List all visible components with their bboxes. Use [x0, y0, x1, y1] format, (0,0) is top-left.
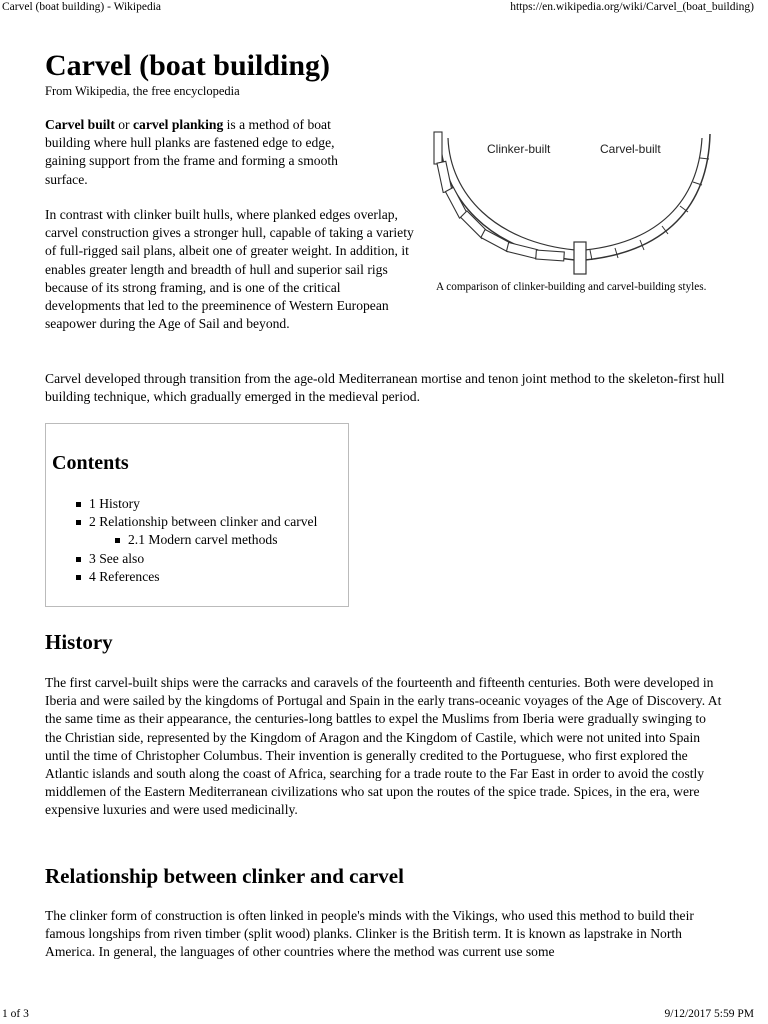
carvel-label: Carvel-built	[600, 142, 661, 156]
relationship-heading: Relationship between clinker and carvel	[45, 864, 404, 888]
page-title-header: Carvel (boat building) - Wikipedia	[2, 1, 162, 13]
print-footer	[0, 1006, 768, 1024]
toc-item-references[interactable]: 4 References	[76, 568, 317, 586]
relationship-paragraph: The clinker form of construction is often linked in people's minds with the Vikings, who used this method to build their famous longships from riven timber (split wood) planks. Clinker is the British term. It is known as lapstrake in North America. In general, the languages of other countries where the method was current use some	[45, 908, 694, 960]
page-url[interactable]: https://en.wikipedia.org/wiki/Carvel_(boat_building)	[510, 1, 754, 13]
toc-item-modern-methods[interactable]: 2.1 Modern carvel methods	[76, 531, 317, 549]
toc-list	[76, 495, 317, 586]
hull-comparison-figure[interactable]	[430, 122, 730, 282]
article-title: Carvel (boat building)	[45, 49, 331, 82]
hull-diagram	[430, 122, 730, 277]
carvel-planks	[590, 158, 709, 260]
term-carvel-planking: carvel planking	[132, 117, 224, 132]
print-header	[0, 0, 768, 16]
toc-item-see-also[interactable]: 3 See also	[76, 550, 317, 568]
print-timestamp: 9/12/2017 5:59 PM	[664, 1008, 754, 1020]
term-carvel-built: Carvel built	[45, 117, 115, 132]
intro-paragraph-1: Carvel built or carvel planking is a method of boat building where hull planks are fastened edge to edge, gaining support from the frame and forming a smooth surface.	[45, 117, 338, 187]
intro-paragraph-3: Carvel developed through transition from the age-old Mediterranean mortise and tenon joint method to the skeleton-first hull building technique, which gradually emerged in the medieval period.	[45, 371, 725, 405]
intro-paragraph-2: In contrast with clinker built hulls, where planked edges overlap, carvel construction gives a stronger hull, capable of taking a variety of full-rigged sail plans, albeit one of greater weight. In addition, it enables greater length and breadth of hull and superior sail rigs because of its strong framing, and is one of the critical developments that led to the preeminence of Western European seapower during the Age of Sail and beyond.	[45, 207, 414, 332]
history-paragraph: The first carvel-built ships were the carracks and caravels of the fourteenth and fifteenth centuries. Both were developed in Iberia and were sailed by the kingdoms of Portugal and Spain in the early trans-oceanic voyages of the Age of Discovery. At the same time as their appearance, the centuries-long battles to expel the Muslims from Iberia were gradually swinging to the Christian side, represented by the Kingdom of Aragon and the Kingdom of Castile, which were not united into Spain until the time of Christopher Columbus. Their invention is generally credited to the Portuguese, who first explored the Atlantic islands and south along the coast of Africa, searching for a trade route to the Far East in order to avoid the costly middlemen of the Eastern Mediterranean civilizations who sat upon the routes of the spice trade. Spices, in the era, were expensive luxuries and were used medicinally.	[45, 675, 722, 818]
page-number: 1 of 3	[2, 1008, 29, 1020]
toc-title: Contents	[52, 452, 129, 474]
toc-item-history[interactable]: 1 History	[76, 495, 317, 513]
toc-item-relationship[interactable]: 2 Relationship between clinker and carvel	[76, 513, 317, 531]
history-heading: History	[45, 630, 113, 654]
article-tagline: From Wikipedia, the free encyclopedia	[45, 84, 240, 98]
table-of-contents	[45, 423, 349, 607]
figure-caption: A comparison of clinker-building and carvel-building styles.	[436, 281, 707, 293]
clinker-label: Clinker-built	[487, 142, 551, 156]
